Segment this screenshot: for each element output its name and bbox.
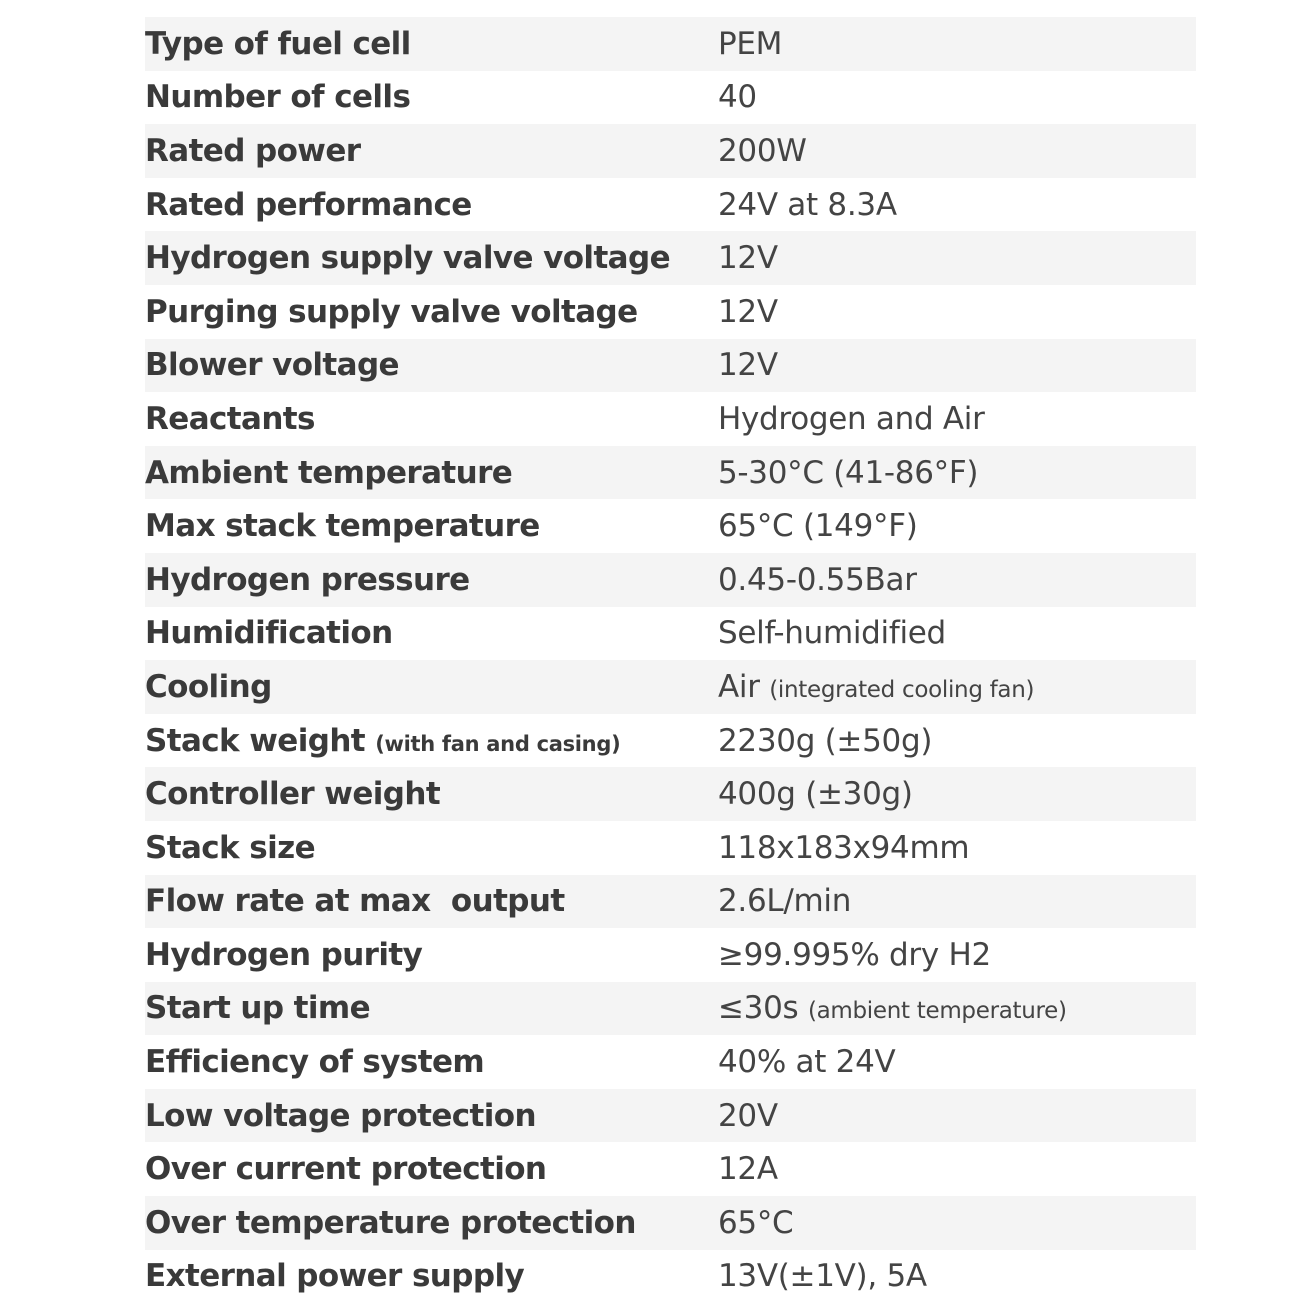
spec-label: Flow rate at max output [145,883,565,920]
spec-row-fuel-cell-type [145,17,1196,71]
spec-label: External power supply [145,1258,525,1295]
spec-row-efficiency [145,1035,1196,1089]
spec-value: 65°C (149°F) [718,508,918,545]
spec-row-external-power-supply [145,1250,1196,1304]
spec-label: Start up time [145,990,370,1027]
spec-row-rated-performance [145,178,1196,232]
spec-label: Over current protection [145,1151,547,1188]
spec-row-hydrogen-purity [145,928,1196,982]
spec-label: Reactants [145,400,315,437]
spec-value-main: Air [718,668,760,705]
spec-label: Type of fuel cell [145,25,411,62]
spec-label-note: (with fan and casing) [375,731,621,756]
spec-row-stack-weight [145,714,1196,768]
spec-value: 20V [718,1097,778,1134]
spec-value: 24V at 8.3A [718,186,897,223]
spec-value: 400g (±30g) [718,776,913,813]
spec-label: Cooling [145,668,272,705]
spec-value: 40% at 24V [718,1044,896,1081]
spec-value: 118x183x94mm [718,829,970,866]
spec-label: Stack size [145,829,315,866]
spec-value-note: (ambient temperature) [807,998,1067,1025]
spec-value: 2.6L/min [718,883,852,920]
spec-row-startup-time [145,982,1196,1036]
spec-row-number-of-cells [145,71,1196,125]
spec-value-main: ≤30s [718,990,799,1027]
spec-label: Hydrogen purity [145,936,423,973]
spec-label: Rated performance [145,186,472,223]
spec-row-reactants [145,392,1196,446]
spec-value: 13V(±1V), 5A [718,1258,927,1295]
spec-label: Number of cells [145,79,411,116]
spec-value: PEM [718,25,783,62]
spec-value: 200W [718,132,807,169]
spec-row-hydrogen-valve-voltage [145,231,1196,285]
spec-row-hydrogen-pressure [145,553,1196,607]
spec-value: 65°C [718,1204,794,1241]
spec-label: Blower voltage [145,347,399,384]
spec-label: Controller weight [145,776,441,813]
spec-row-over-temperature-protection [145,1196,1196,1250]
spec-table [145,17,1196,1303]
spec-label: Hydrogen pressure [145,561,470,598]
spec-row-humidification [145,607,1196,661]
spec-value: 5-30°C (41-86°F) [718,454,979,491]
spec-label: Humidification [145,615,393,652]
spec-label: Over temperature protection [145,1204,636,1241]
spec-value [718,990,1196,1026]
spec-row-rated-power [145,124,1196,178]
spec-label: Hydrogen supply valve voltage [145,240,670,277]
spec-value: 12V [718,240,778,277]
spec-label: Rated power [145,132,361,169]
spec-value [718,669,1196,705]
spec-row-over-current-protection [145,1142,1196,1196]
spec-value: ≥99.995% dry H2 [718,936,991,973]
spec-value: 40 [718,79,757,116]
spec-row-flow-rate [145,875,1196,929]
spec-row-cooling [145,660,1196,714]
spec-value: 12V [718,293,778,330]
spec-value-note: (integrated cooling fan) [769,676,1035,703]
spec-row-max-stack-temperature [145,499,1196,553]
spec-label: Efficiency of system [145,1044,485,1081]
spec-row-blower-voltage [145,339,1196,393]
spec-value: Hydrogen and Air [718,400,985,437]
spec-row-controller-weight [145,767,1196,821]
spec-value: 0.45-0.55Bar [718,561,917,598]
spec-label: Purging supply valve voltage [145,293,638,330]
spec-row-purging-valve-voltage [145,285,1196,339]
spec-value: 12V [718,347,778,384]
spec-label: Ambient temperature [145,454,513,491]
spec-row-low-voltage-protection [145,1089,1196,1143]
spec-label: Low voltage protection [145,1097,536,1134]
spec-row-stack-size [145,821,1196,875]
spec-label-main: Stack weight [145,722,366,759]
spec-value: 2230g (±50g) [718,722,933,759]
spec-row-ambient-temperature [145,446,1196,500]
spec-label: Max stack temperature [145,508,540,545]
spec-value: 12A [718,1151,778,1188]
spec-value: Self-humidified [718,615,946,652]
spec-label [145,723,718,759]
